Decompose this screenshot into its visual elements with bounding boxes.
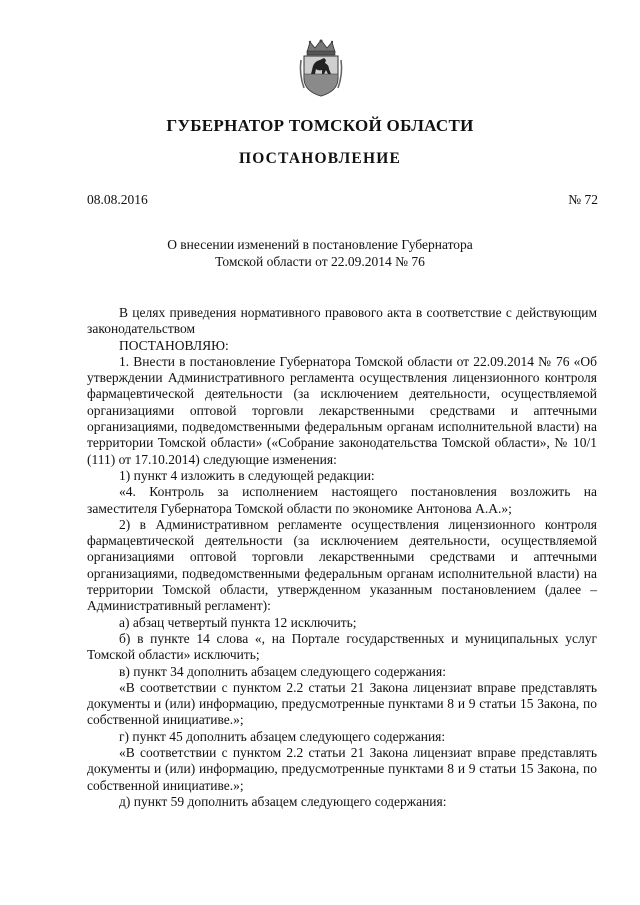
body-paragraph: в) пункт 34 дополнить абзацем следующего содержания: [119,663,446,679]
tomsk-coat-of-arms-icon [298,38,344,98]
document-subject [0,236,640,270]
authority-title: ГУБЕРНАТОР ТОМСКОЙ ОБЛАСТИ [166,116,474,135]
body-paragraph: 1. Внести в постановление Губернатора Томской области от 22.09.2014 № 76 «Об утверждении Административного регламента осуществления лицензионного контроля фармацевтической деятельности (за исключением деятельности, осуществляемой организациями оптовой торговли лекарственными средствами и аптечными организациями, подведомственными федеральным органам исполнительной власти) на территории Томской области» («Собрание законодательства Томской области», № 10/1 (111) от 17.10.2014) следующие изменения: [87,353,597,467]
document-type-title: ПОСТАНОВЛЕНИЕ [238,150,402,167]
body-paragraph: В целях приведения нормативного правового акта в соответствие с действующим законодательством [87,305,597,337]
document-body [87,305,597,810]
document-date: 08.08.2016 [87,192,148,207]
body-paragraph: г) пункт 45 дополнить абзацем следующего содержания: [119,728,446,744]
body-paragraph: 2) в Административном регламенте осуществления лицензионного контроля фармацевтической деятельности (за исключением деятельности, осуществляемой организациями оптовой торговли лекарственными средствами и аптечными организациями, подведомственными федеральным органам исполнительной власти) на территории Томской области, утвержденном указанным постановлением (далее – Административный регламент): [87,516,597,614]
subject-line: Томской области от 22.09.2014 № 76 [215,254,425,269]
body-paragraph: а) абзац четвертый пункта 12 исключить; [119,614,357,630]
document-number: № 72 [568,192,598,207]
body-paragraph: ПОСТАНОВЛЯЮ: [119,337,229,353]
body-paragraph: 1) пункт 4 изложить в следующей редакции: [119,467,375,483]
body-paragraph: «4. Контроль за исполнением настоящего постановления возложить на заместителя Губернатора Томской области по экономике Антонова А.А.»; [87,484,597,516]
body-paragraph: «В соответствии с пунктом 2.2 статьи 21 Закона лицензиат вправе представлять документы и (или) информацию, предусмотренные пунктами 8 и 9 статьи 15 Закона, по собственной инициативе.»; [87,679,597,728]
body-paragraph: д) пункт 59 дополнить абзацем следующего содержания: [119,793,447,809]
body-paragraph: «В соответствии с пунктом 2.2 статьи 21 Закона лицензиат вправе представлять документы и (или) информацию, предусмотренные пунктами 8 и 9 статьи 15 Закона, по собственной инициативе.»; [87,745,597,793]
subject-line: О внесении изменений в постановление Губернатора [167,237,473,252]
body-paragraph: б) в пункте 14 слова «, на Портале государственных и муниципальных услуг Томской области» исключить; [87,630,597,663]
